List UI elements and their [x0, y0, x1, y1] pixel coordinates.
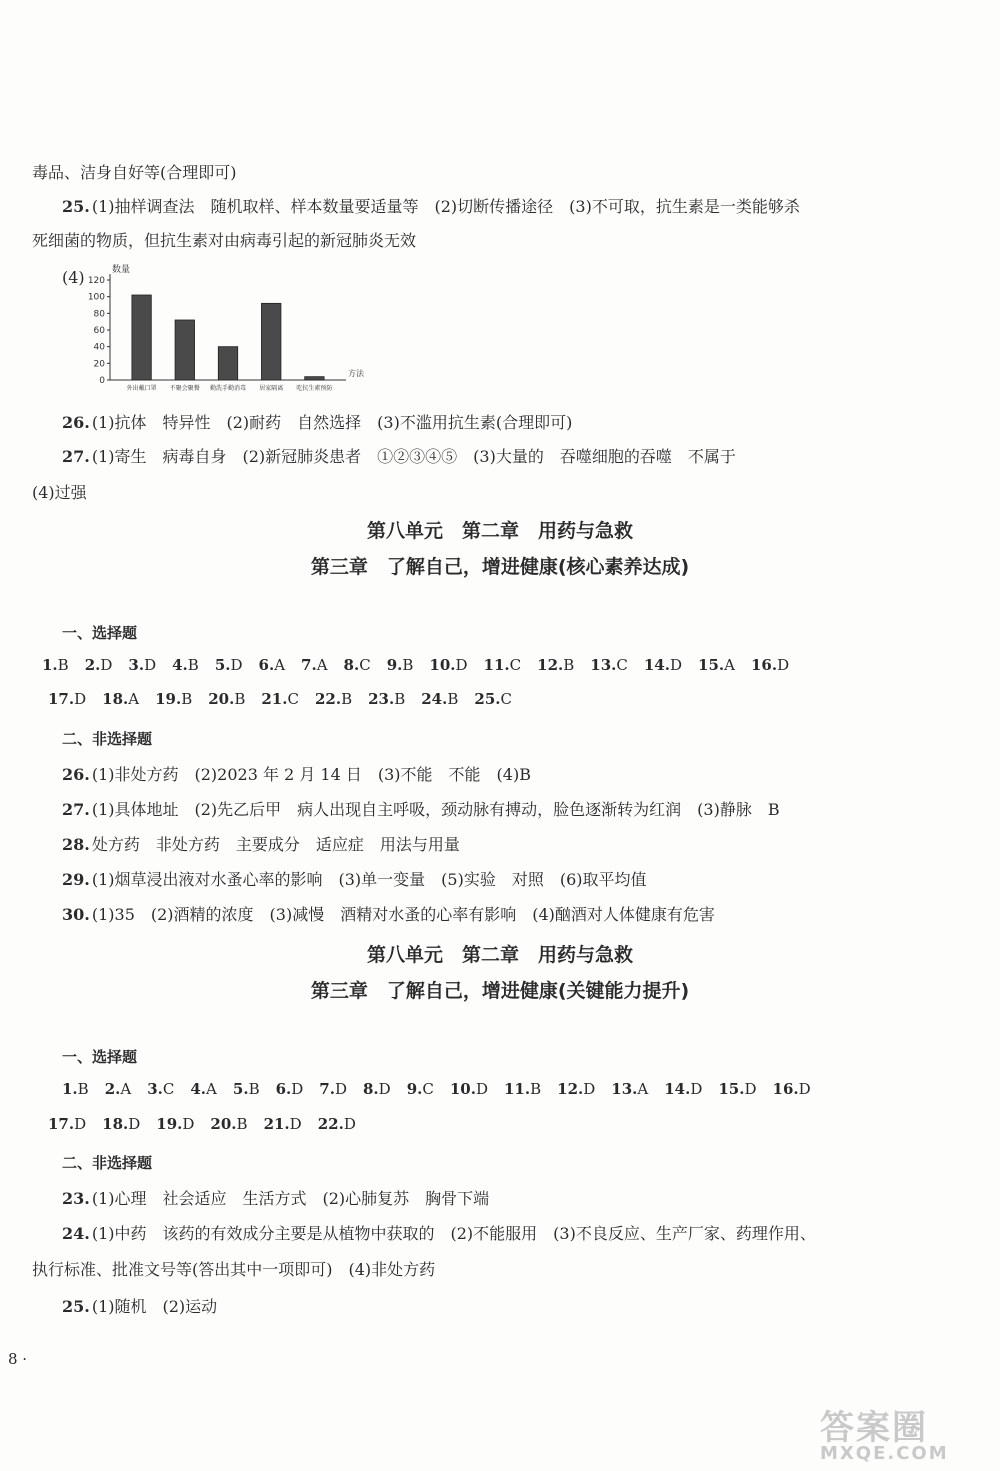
- choice-answer: [474, 690, 512, 708]
- choice-answer: [318, 1115, 356, 1133]
- nonchoice-answer: [62, 797, 780, 820]
- answer-letter: B: [563, 656, 575, 674]
- question-number: 28.: [62, 835, 90, 854]
- answer-text: (1)烟草浸出液对水蚤心率的影响 (3)单一变量 (5)实验 对照 (6)取平均值: [91, 870, 647, 889]
- choice-answer: [210, 1115, 247, 1133]
- question-number: 26.: [62, 413, 90, 432]
- answer-letter: B: [181, 690, 193, 708]
- nonchoice-answer: [62, 867, 647, 890]
- answer-letter: C: [616, 656, 628, 674]
- answer-letter: A: [724, 656, 735, 674]
- answer-letter: D: [583, 1080, 596, 1098]
- answer-letter: D: [144, 656, 157, 674]
- watermark-url: MXQE.COM: [820, 1443, 949, 1464]
- watermark-text: 答案圈: [820, 1408, 928, 1448]
- answer-letter: B: [530, 1080, 542, 1098]
- answer-letter: D: [74, 690, 87, 708]
- question-number: 12.: [537, 656, 564, 674]
- question-number: 8.: [363, 1080, 379, 1098]
- choice-answer: [344, 656, 371, 674]
- answer-letter: B: [394, 690, 406, 708]
- choice-answer: [773, 1080, 811, 1098]
- question-number: 18.: [102, 1115, 129, 1133]
- question-number: 5.: [214, 656, 231, 674]
- choice-answer: [48, 1115, 86, 1133]
- question-number: 2.: [104, 1080, 121, 1098]
- question-number: 30.: [62, 905, 90, 924]
- answer-23: [62, 1186, 489, 1209]
- question-number: 27.: [62, 447, 90, 466]
- question-number: 4.: [190, 1080, 207, 1098]
- nonchoice-answer: [62, 902, 715, 925]
- bar-chart: [60, 262, 364, 412]
- answer-letter: C: [422, 1080, 434, 1098]
- question-number: 3.: [147, 1080, 163, 1098]
- answer-letter: D: [100, 656, 113, 674]
- choice-answer: [48, 690, 86, 708]
- bar: [132, 295, 151, 380]
- choice-answer: [644, 656, 682, 674]
- answer-letter: B: [341, 690, 353, 708]
- question-number: 17.: [48, 690, 75, 708]
- answer-letter: C: [500, 690, 512, 708]
- question-number: 16.: [772, 1080, 799, 1098]
- category-label: 勤洗手勤消毒: [209, 385, 247, 392]
- choice-answer: [484, 656, 522, 674]
- question-number: 22.: [314, 690, 342, 708]
- y-tick-label: 100: [87, 292, 105, 303]
- choice-answer: [450, 1080, 488, 1098]
- section-title: 第八单元 第二章 用药与急救: [366, 520, 633, 542]
- choice-answers-row: [48, 1115, 850, 1133]
- answer-letter: D: [690, 1080, 703, 1098]
- answer-letter: B: [248, 1080, 260, 1098]
- section-heading-nonchoice: 二、非选择题: [62, 1154, 153, 1172]
- answer-letter: A: [274, 656, 286, 674]
- y-tick-label: 0: [99, 376, 105, 386]
- bar: [175, 320, 194, 380]
- question-number: 9.: [386, 656, 403, 674]
- answer-25: [62, 194, 800, 217]
- choice-answer: [208, 690, 245, 708]
- question-number: 7.: [301, 656, 317, 674]
- question-number: 25.: [62, 197, 90, 216]
- choice-answer: [664, 1080, 702, 1098]
- question-number: 27.: [62, 800, 90, 819]
- question-number: 10.: [449, 1080, 476, 1098]
- choice-answer: [42, 656, 69, 674]
- answer-letter: B: [447, 690, 459, 708]
- choice-answer: [172, 656, 199, 674]
- question-number: 19.: [156, 1115, 183, 1133]
- choice-answer: [62, 1080, 89, 1098]
- choice-answer: [301, 656, 328, 674]
- question-number: 21.: [261, 690, 288, 708]
- section-heading-nonchoice: 二、非选择题: [62, 730, 153, 748]
- y-tick-label: 40: [93, 342, 105, 353]
- section-heading-choice: 一、选择题: [62, 624, 138, 642]
- choice-answer: [504, 1080, 541, 1098]
- answer-letter: A: [120, 1080, 132, 1098]
- choice-answer: [147, 1080, 174, 1098]
- question-number: 3.: [128, 656, 145, 674]
- question-number: 23.: [368, 690, 395, 708]
- question-number: 12.: [557, 1080, 584, 1098]
- choice-answer: [319, 1080, 347, 1098]
- answer-text: (1)35 (2)酒精的浓度 (3)减慢 酒精对水蚤的心率有影响 (4)酗酒对人体健康有危害: [91, 905, 715, 924]
- question-number: 14.: [664, 1080, 691, 1098]
- answer-letter: D: [291, 1080, 304, 1098]
- choice-answer: [387, 656, 414, 674]
- answer-letter: D: [289, 1115, 302, 1133]
- choice-answer: [102, 690, 139, 708]
- choice-answer: [429, 656, 467, 674]
- answer-letter: A: [637, 1080, 649, 1098]
- choice-answer: [751, 656, 789, 674]
- category-label: 外出戴口罩: [126, 385, 157, 392]
- answer-letter: D: [455, 656, 468, 674]
- choice-answer: [611, 1080, 648, 1098]
- answer-24: [62, 1221, 816, 1244]
- question-number: 15.: [698, 656, 725, 674]
- choice-answer: [407, 1080, 434, 1098]
- choice-answer: [155, 690, 192, 708]
- y-tick-label: 80: [93, 309, 105, 320]
- answer-letter: A: [316, 656, 328, 674]
- question-number: 11.: [504, 1080, 531, 1098]
- choice-answer: [698, 656, 735, 674]
- question-number: 26.: [62, 765, 90, 784]
- question-number: 1.: [62, 1080, 78, 1098]
- answer-letter: D: [182, 1115, 195, 1133]
- choice-answers-row: [48, 690, 850, 708]
- answer-letter: A: [128, 690, 140, 708]
- answer-text: (1)寄生 病毒自身 (2)新冠肺炎患者 ①②③④⑤ (3)大量的 吞噬细胞的吞噬 不属于: [91, 447, 736, 466]
- category-label: 吃抗生素预防: [296, 385, 333, 392]
- answer-text: (1)中药 该药的有效成分主要是从植物中获取的 (2)不能服用 (3)不良反应、生产厂家、药理作用、: [91, 1224, 816, 1243]
- choice-answer: [261, 690, 299, 708]
- question-number: 11.: [483, 656, 510, 674]
- answer-letter: D: [128, 1115, 141, 1133]
- choice-answer: [190, 1080, 217, 1098]
- answer-letter: D: [230, 656, 243, 674]
- choice-answers-row: [42, 656, 850, 674]
- x-axis-label: 方法: [348, 369, 364, 378]
- question-number: 17.: [48, 1115, 75, 1133]
- answer-letter: C: [162, 1080, 175, 1098]
- choice-answer: [537, 656, 574, 674]
- answer-letter: D: [798, 1080, 811, 1098]
- choice-answer: [85, 656, 113, 674]
- answer-letter: B: [236, 1115, 248, 1133]
- watermark-logo: [820, 1400, 990, 1464]
- answer-letter: C: [509, 656, 522, 674]
- category-label: 居家隔离: [259, 385, 284, 392]
- choice-answer: [264, 1115, 302, 1133]
- answer-letter: D: [74, 1115, 87, 1133]
- y-axis-label: 数量: [112, 265, 131, 275]
- continuation-text: 毒品、洁身自好等(合理即可): [32, 163, 237, 182]
- answer-letter: B: [187, 656, 199, 674]
- answer-24-continued: 执行标准、批准文号等(答出其中一项即可) (4)非处方药: [32, 1260, 436, 1279]
- answer-letter: D: [475, 1080, 488, 1098]
- choice-answers-row: [62, 1080, 850, 1098]
- question-number: 13.: [611, 1080, 638, 1098]
- answer-letter: D: [378, 1080, 391, 1098]
- bar: [218, 347, 237, 380]
- choice-answer: [156, 1115, 194, 1133]
- question-number: 24.: [421, 690, 448, 708]
- choice-answer: [718, 1080, 756, 1098]
- question-number: 2.: [84, 656, 101, 674]
- question-number: 6.: [275, 1080, 292, 1098]
- answer-text: (1)随机 (2)运动: [91, 1297, 218, 1316]
- choice-answer: [102, 1115, 140, 1133]
- section-heading-choice: 一、选择题: [62, 1048, 138, 1066]
- answer-letter: B: [402, 656, 414, 674]
- question-number: 19.: [155, 690, 182, 708]
- bar: [305, 377, 324, 380]
- question-number: 8.: [343, 656, 360, 674]
- choice-answer: [259, 656, 286, 674]
- question-number: 18.: [102, 690, 129, 708]
- nonchoice-answer: [62, 832, 460, 855]
- category-label: 不聚会聚餐: [169, 385, 200, 392]
- answer-25: [62, 1294, 217, 1317]
- question-number: 4.: [172, 656, 188, 674]
- answer-letter: D: [744, 1080, 757, 1098]
- page-number: 8 ·: [8, 1350, 28, 1368]
- question-number: 5.: [232, 1080, 249, 1098]
- answer-27-continued: (4)过强: [32, 483, 87, 502]
- answer-letter: B: [57, 656, 69, 674]
- question-number: 1.: [42, 656, 58, 674]
- answer-letter: C: [287, 690, 299, 708]
- answer-letter: A: [206, 1080, 217, 1098]
- answer-text: (1)心理 社会适应 生活方式 (2)心肺复苏 胸骨下端: [91, 1189, 490, 1208]
- section-subtitle: 第三章 了解自己，增进健康(关键能力提升): [310, 980, 690, 1002]
- question-number: 15.: [718, 1080, 745, 1098]
- question-number: 25.: [62, 1297, 90, 1316]
- answer-letter: D: [777, 656, 790, 674]
- section-title: 第八单元 第二章 用药与急救: [366, 944, 633, 966]
- nonchoice-answer: [62, 762, 531, 785]
- question-number: 10.: [429, 656, 456, 674]
- question-number: 29.: [62, 870, 90, 889]
- choice-answer: [215, 656, 243, 674]
- chart-bars: [132, 295, 324, 380]
- question-number: 14.: [643, 656, 670, 674]
- answer-25-part4-label: (4): [62, 268, 85, 287]
- question-number: 25.: [474, 690, 501, 708]
- question-number: 21.: [263, 1115, 290, 1133]
- choice-answer: [128, 656, 156, 674]
- answer-text: (1)非处方药 (2)2023 年 2 月 14 日 (3)不能 不能 (4)B: [91, 765, 531, 784]
- choice-answer: [233, 1080, 260, 1098]
- answer-text: 处方药 非处方药 主要成分 适应症 用法与用量: [91, 835, 460, 854]
- choice-answer: [315, 690, 352, 708]
- question-number: 7.: [319, 1080, 335, 1098]
- answer-letter: D: [334, 1080, 347, 1098]
- choice-answer: [557, 1080, 595, 1098]
- question-number: 6.: [258, 656, 275, 674]
- section-subtitle: 第三章 了解自己，增进健康(核心素养达成): [310, 556, 690, 578]
- question-number: 23.: [62, 1189, 90, 1208]
- answer-letter: D: [343, 1115, 356, 1133]
- choice-answer: [105, 1080, 132, 1098]
- question-number: 9.: [406, 1080, 423, 1098]
- answer-text: (1)抽样调查法 随机取样、样本数量要适量等 (2)切断传播途径 (3)不可取，抗生素是一类能够杀: [91, 197, 800, 216]
- y-tick-label: 20: [93, 359, 105, 370]
- choice-answer: [421, 690, 458, 708]
- choice-answer: [363, 1080, 391, 1098]
- question-number: 20.: [208, 690, 235, 708]
- answer-letter: D: [669, 656, 683, 674]
- bar: [261, 303, 280, 380]
- answer-letter: B: [234, 690, 246, 708]
- question-number: 16.: [750, 656, 778, 674]
- choice-answer: [368, 690, 405, 708]
- choice-answer: [590, 656, 628, 674]
- answer-27: [62, 444, 736, 467]
- question-number: 13.: [590, 656, 617, 674]
- question-number: 24.: [62, 1224, 90, 1243]
- question-number: 20.: [210, 1115, 237, 1133]
- answer-letter: B: [77, 1080, 89, 1098]
- answer-text: (1)抗体 特异性 (2)耐药 自然选择 (3)不滥用抗生素(合理即可): [91, 413, 573, 432]
- y-tick-label: 120: [87, 276, 105, 286]
- y-tick-label: 60: [93, 326, 105, 336]
- answer-26: [62, 410, 572, 433]
- answer-text: (1)具体地址 (2)先乙后甲 病人出现自主呼吸，颈动脉有搏动，脸色逐渐转为红润 (3)静脉 B: [91, 800, 780, 819]
- choice-answer: [276, 1080, 304, 1098]
- question-number: 22.: [317, 1115, 344, 1133]
- answer-25-continued: 死细菌的物质，但抗生素对由病毒引起的新冠肺炎无效: [32, 231, 417, 250]
- answer-letter: C: [359, 656, 371, 674]
